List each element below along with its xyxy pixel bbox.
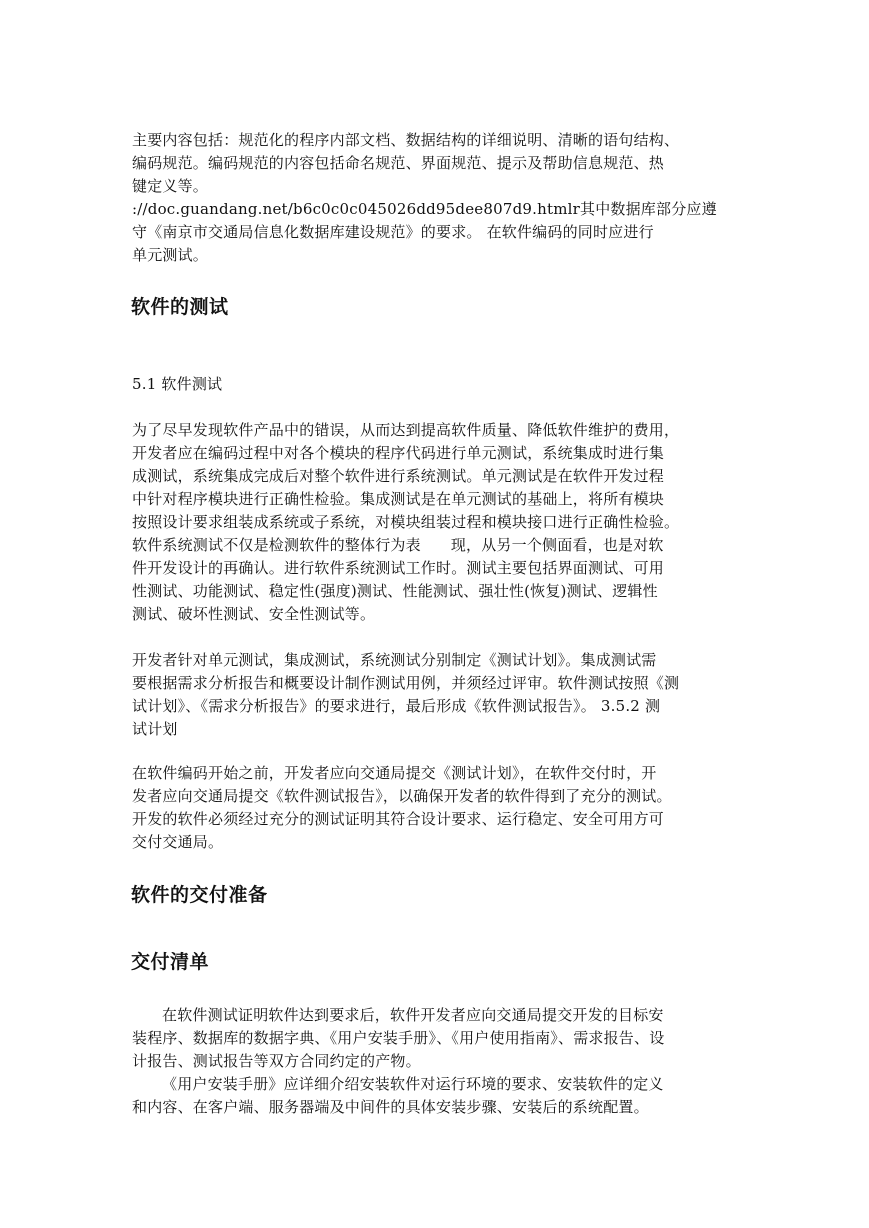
text-line: 件开发设计的再确认。进行软件系统测试工作时。测试主要包括界面测试、可用 [132, 559, 665, 577]
text-line: 键定义等。 [132, 177, 209, 195]
text-line: 要根据需求分析报告和概要设计制作测试用例，并须经过评审。软件测试按照《测 [132, 674, 680, 692]
intro-paragraph [132, 129, 740, 267]
section-heading-delivery-prep: 软件的交付准备 [131, 884, 268, 906]
text-line: 测试、破坏性测试、安全性测试等。 [132, 605, 376, 623]
text-line: 试计划》、《需求分析报告》的要求进行，最后形成《软件测试报告》。 3.5.2 测 [132, 697, 661, 715]
text-line: 性测试、功能测试、稳定性(强度)测试、性能测试、强壮性(恢复)测试、逻辑性 [132, 582, 658, 600]
section-heading-testing: 软件的测试 [131, 296, 229, 318]
text-line: 成测试，系统集成完成后对整个软件进行系统测试。单元测试是在软件开发过程 [132, 467, 665, 485]
text-line: 编码规范。编码规范的内容包括命名规范、界面规范、提示及帮助信息规范、热 [132, 154, 665, 172]
delivery-paragraph [132, 1004, 740, 1119]
text-line: 《用户安装手册》应详细介绍安装软件对运行环境的要求、安装软件的定义 [162, 1075, 664, 1093]
text-line: 交付交通局。 [132, 833, 224, 851]
subsection-title-5-1 [132, 373, 740, 396]
text-line: 守《南京市交通局信息化数据库建设规范》的要求。 在软件编码的同时应进行 [132, 223, 654, 241]
text-line: 试计划 [132, 720, 178, 738]
test-plan-paragraph [132, 649, 740, 741]
text-line: 装程序、数据库的数据字典、《用户安装手册》、《用户使用指南》、需求报告、设 [132, 1029, 665, 1047]
section-heading-delivery-list: 交付清单 [131, 951, 210, 973]
text-line: 在软件测试证明软件达到要求后，软件开发者应向交通局提交开发的目标安 [162, 1006, 664, 1024]
text-line: 发者应向交通局提交《软件测试报告》，以确保开发者的软件得到了充分的测试。 [132, 787, 672, 805]
text-line: 按照设计要求组装成系统或子系统，对模块组装过程和模块接口进行正确性检验。 [132, 513, 680, 531]
text-line: 开发者应在编码过程中对各个模块的程序代码进行单元测试，系统集成时进行集 [132, 444, 665, 462]
text-fragment: 软件系统测试不仅是检测软件的整体行为表 [132, 536, 421, 554]
testing-paragraph [132, 419, 740, 626]
text-line: 和内容、在客户端、服务器端及中间件的具体安装步骤、安装后的系统配置。 [132, 1098, 649, 1116]
url-text-line: ://doc.guandang.net/b6c0c0c045026dd95dee807d9.htmlr其中数据库部分应遵 [132, 200, 717, 218]
subsection-title: 5.1 软件测试 [132, 375, 223, 393]
text-line: 计报告、测试报告等双方合同约定的产物。 [132, 1052, 421, 1070]
text-fragment: 现，从另一个侧面看，也是对软 [450, 536, 664, 554]
text-line: 主要内容包括：规范化的程序内部文档、数据结构的详细说明、清晰的语句结构、 [132, 131, 680, 149]
text-line: 中针对程序模块进行正确性检验。集成测试是在单元测试的基础上，将所有模块 [132, 490, 665, 508]
submission-paragraph [132, 762, 740, 854]
text-line: 单元测试。 [132, 246, 209, 264]
text-line: 开发者针对单元测试，集成测试，系统测试分别制定《测试计划》。集成测试需 [132, 651, 657, 669]
text-line: 开发的软件必须经过充分的测试证明其符合设计要求、运行稳定、安全可用方可 [132, 810, 665, 828]
text-line: 在软件编码开始之前，开发者应向交通局提交《测试计划》，在软件交付时，开 [132, 764, 657, 782]
text-line [132, 534, 740, 557]
text-line: 为了尽早发现软件产品中的错误，从而达到提高软件质量、降低软件维护的费用， [132, 421, 680, 439]
